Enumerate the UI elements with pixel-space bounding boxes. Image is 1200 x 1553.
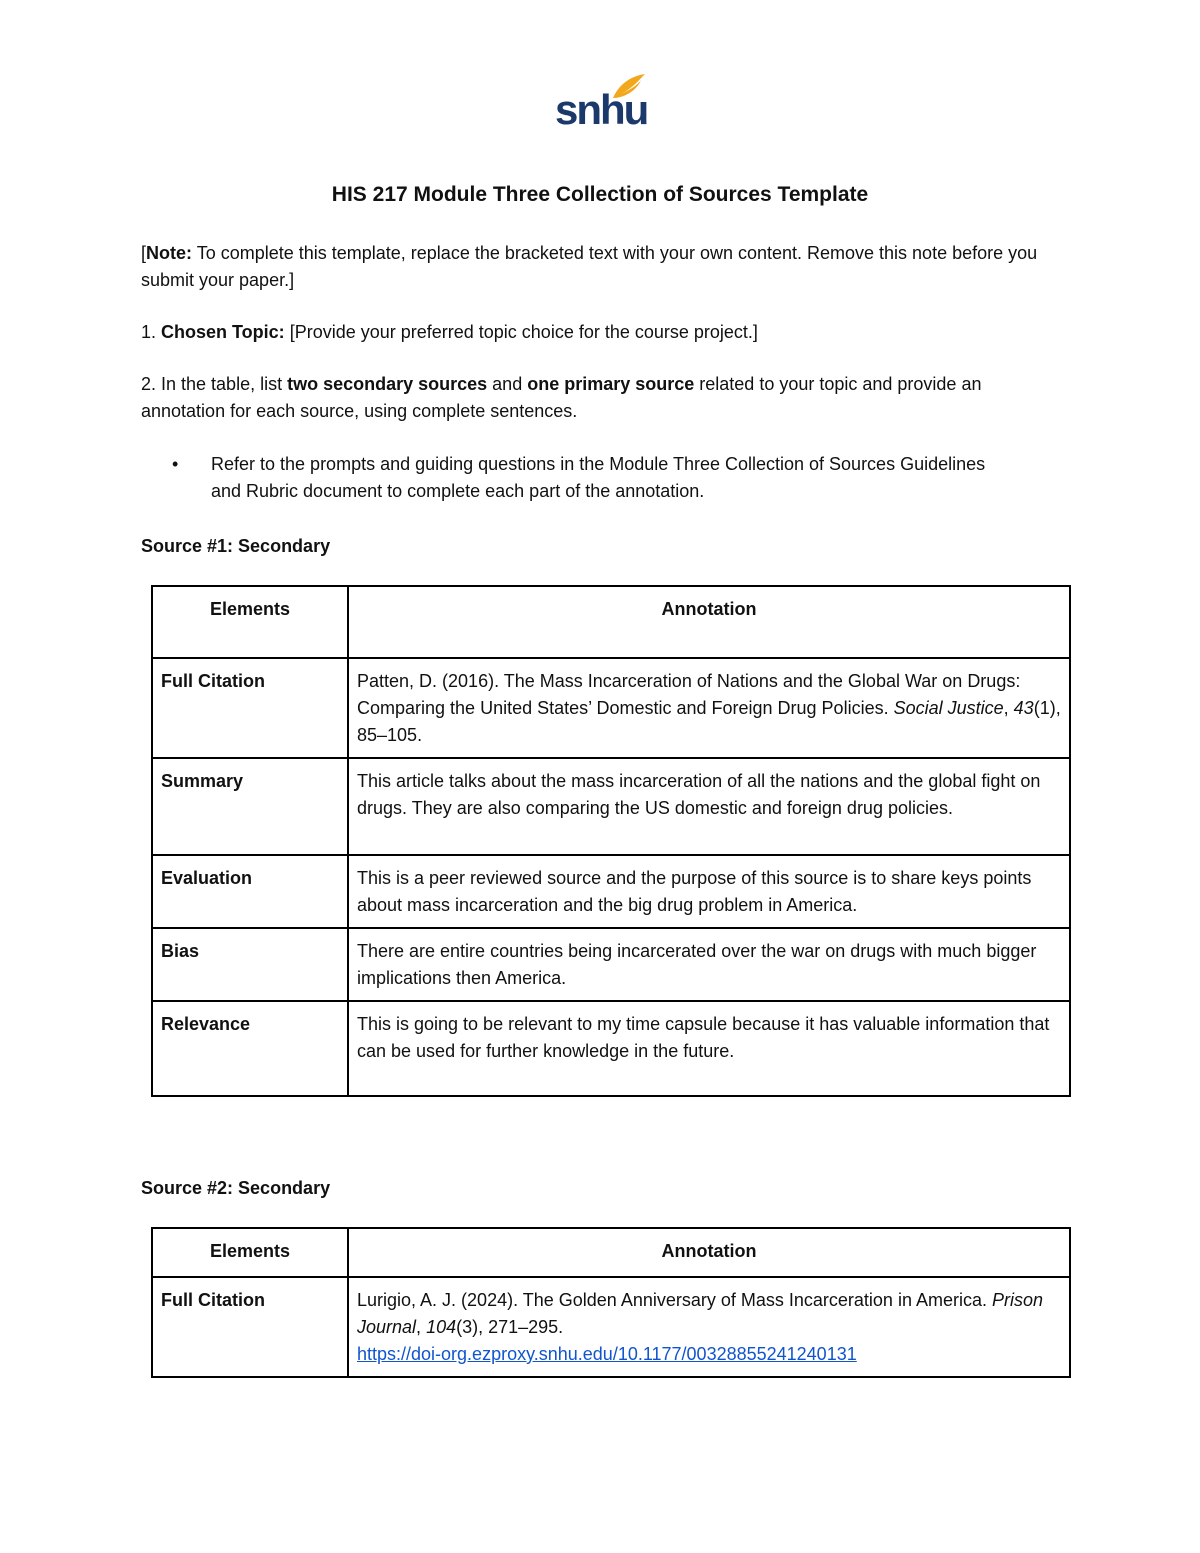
table-row [152,758,1070,855]
header-elements: Elements [152,586,348,658]
table-header-row [152,586,1070,658]
header-elements: Elements [152,1228,348,1277]
table-row [152,1277,1070,1377]
row-text: This is a peer reviewed source and the purpose of this source is to share keys points about mass incarceration and the big drug problem in America. [348,855,1070,928]
source2-table [151,1227,1071,1378]
row-label: Evaluation [152,855,348,928]
doi-link[interactable]: https://doi-org.ezproxy.snhu.edu/10.1177/00328855241240131 [357,1344,857,1364]
instruction-paragraph: 2. In the table, list two secondary sources and one primary source related to your topic and provide an annotation for each source, using complete sentences. [141,374,982,421]
source1-heading: Source #1: Secondary [141,536,331,556]
row-label: Bias [152,928,348,1001]
row-label: Relevance [152,1001,348,1096]
bullet-item: Refer to the prompts and guiding questions in the Module Three Collection of Sources Guidelines and Rubric document to complete each part of the annotation. [211,454,986,501]
chosen-topic-paragraph: 1. Chosen Topic: [Provide your preferred topic choice for the course project.] [141,322,758,342]
note-paragraph: [Note: To complete this template, replace the bracketed text with your own content. Remove this note before you submit your paper.] [141,243,1038,290]
full-citation: Patten, D. (2016). The Mass Incarceration of Nations and the Global War on Drugs: Comparing the United States’ Domestic and Foreign Drug Policies. Social Justice, 43(1), 85–105. [348,658,1070,758]
note-label: Note: [146,243,193,263]
row-text: This article talks about the mass incarceration of all the nations and the global fight on drugs. They are also comparing the US domestic and foreign drug policies. [348,758,1070,855]
header-annotation: Annotation [348,586,1070,658]
table-row [152,1001,1070,1096]
row-text: There are entire countries being incarcerated over the war on drugs with much bigger implications then America. [348,928,1070,1001]
bullet-icon: • [172,454,179,474]
full-citation: Lurigio, A. J. (2024). The Golden Anniversary of Mass Incarceration in America. Prison Journal, 104(3), 271–295. https://doi-org.ezproxy.snhu.edu/10.1177/00328855241240131 [348,1277,1070,1377]
source1-table [151,585,1071,1097]
row-label: Summary [152,758,348,855]
page-title: HIS 217 Module Three Collection of Sources Template [331,183,869,206]
snhu-logo [555,72,648,134]
logo-wordmark: snhu [555,86,648,133]
row-label: Full Citation [152,658,348,758]
source2-heading: Source #2: Secondary [141,1178,331,1198]
row-label: Full Citation [152,1277,348,1377]
header-annotation: Annotation [348,1228,1070,1277]
table-row [152,658,1070,758]
row-text: This is going to be relevant to my time capsule because it has valuable information that can be used for further knowledge in the future. [348,1001,1070,1096]
table-row [152,855,1070,928]
chosen-topic-label: Chosen Topic: [161,322,285,342]
table-header-row [152,1228,1070,1277]
table-row [152,928,1070,1001]
